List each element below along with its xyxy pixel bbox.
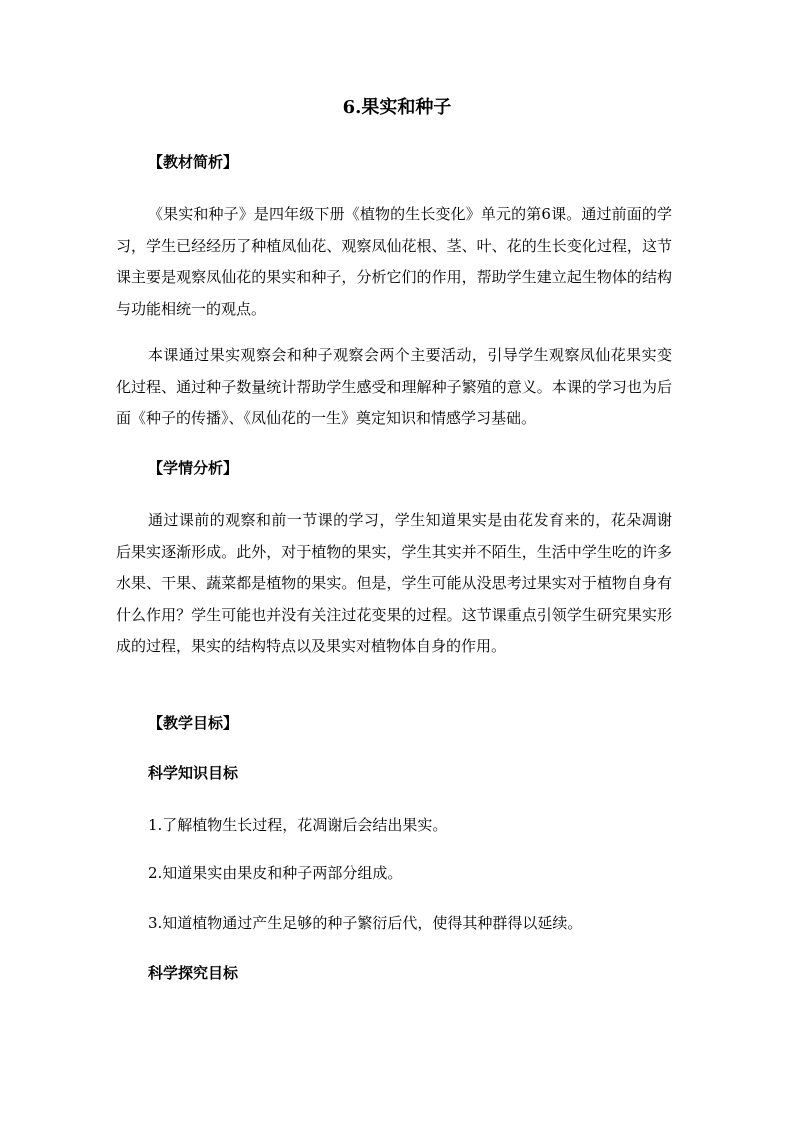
knowledge-goal-item-3: 3.知道植物通过产生足够的种子繁衍后代，使得其种群得以延续。 [148,914,583,932]
paragraph-student-analysis: 通过课前的观察和前一节课的学习，学生知道果实是由花发育来的，花朵凋谢后果实逐渐形成。此外，对于植物的果实，学生其实并不陌生，生活中学生吃的许多水果、干果、蔬菜都是植物的果实。但是，学生可能从没思考过果实对于植物自身有什么作用？学生可能也并没有关注过花变果的过程。这节课重点引领学生研究果实形成的过程，果实的结构特点以及果实对植物体自身的作用。 [116,511,672,655]
document-title: 6.果实和种子 [342,97,452,118]
section-heading-textbook-analysis: 【教材简析】 [148,153,239,171]
subheading-inquiry-goals: 科学探究目标 [148,964,239,982]
subheading-knowledge-goals: 科学知识目标 [148,764,239,782]
paragraph-textbook-analysis-1: 《果实和种子》是四年级下册《植物的生长变化》单元的第6课。通过前面的学习，学生已经经历了种植凤仙花、观察凤仙花根、茎、叶、花的生长变化过程，这节课主要是观察凤仙花的果实和种子，分析它们的作用，帮助学生建立起生物体的结构与功能相统一的观点。 [116,205,672,318]
knowledge-goal-item-2: 2.知道果实由果皮和种子两部分组成。 [148,864,403,882]
paragraph-textbook-analysis-2: 本课通过果实观察会和种子观察会两个主要活动，引导学生观察凤仙花果实变化过程、通过种子数量统计帮助学生感受和理解种子繁殖的意义。本课的学习也为后面《种子的传播》、《凤仙花的一生》奠定知识和情感学习基础。 [116,346,672,427]
section-heading-teaching-goals: 【教学目标】 [148,714,239,732]
knowledge-goal-item-1: 1.了解植物生长过程，花凋谢后会结出果实。 [148,816,448,834]
section-heading-student-analysis: 【学情分析】 [148,459,239,477]
